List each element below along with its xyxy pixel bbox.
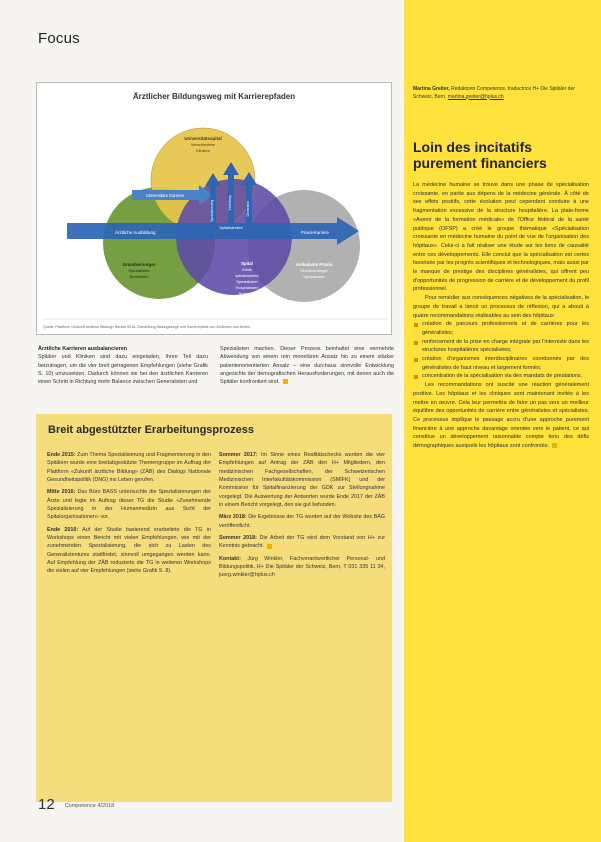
process-col-2: [219, 451, 385, 584]
label-spec-1: Spezialisierung: [210, 199, 214, 223]
label-university-2: Verschiedene: [190, 142, 216, 147]
process-entry: Ende 2015: Zum Thema Spezialisierung und Fragmentierung in den Spitälern wurde eine breitabgestützte Themengruppe im Auftrag der Plattform «Zukunft ärztliche Bildung» (ZÄB) des Dialogs Nationale Gesundheitspolitik (DNG) ins Leben gerufen.: [47, 452, 211, 484]
process-col-1: [47, 451, 211, 580]
recommendation-list: [413, 320, 589, 381]
list-item: concentration de la spécialisation via des mandats de prestations.: [413, 372, 589, 381]
diagram-graphic: [37, 83, 393, 336]
author-credit: [413, 86, 591, 101]
label-practice-2: Grundversorger: [299, 268, 329, 273]
label-hospital-3: spitalbasierte: [235, 273, 259, 278]
label-hospital-6: Ärztinnen: [238, 291, 256, 296]
diagram-caption: Quelle: Plattform «Zukunft ärztliche Bildung» Bericht 2018. Darstellung Bildungswege und Karrierepfade von Ärztinnen und Ärzten.: [43, 325, 251, 329]
label-spec-2: Vertiefung: [228, 195, 232, 211]
list-item: renforcement de la prise en charge intégrale par l'interniste dans les structures hospitalières spécialisées;: [413, 338, 589, 355]
sidebar-paragraph-1: La médecine humaine se trouve dans une phase de spécialisation croissante, en partie aux dépens de la médecine générale. À côté de ses effets positifs, cette évolution peut cependant conduire à une fragmentation excessive de la structure hospitalière. La plate-forme «Avenir de la formation médicale» de l'Office fédéral de la santé publique (OFSP) a créé le groupe thématique «Spécialisation croissante en médecine humaine du point de vue de l'organisation des hôpitaux». Celui-ci a fait réaliser une étude sur les liens de causalité entre ces développements. Elle conclut que la spécialisation est certes favorisée par les progrès scientifiques et technologiques, mais aussi par le manque de prestige des disciplines généralistes, qui offrent peu d'opportunités de progression de carrière et de développement du profil professionnel.: [413, 182, 589, 293]
label-hospital-2: Klinik: [242, 267, 252, 272]
label-practice-3: Spezialisten: [303, 274, 325, 279]
end-mark: [267, 544, 272, 549]
intro-left-column: [38, 345, 208, 391]
sidebar-paragraph-3: Les recommandations ont suscité une réaction généralement positive. Les hôpitaux et les cliniques sont maintenant invités à les mettre en œuvre. Cela leur permettra de faire un pas vers un meilleur équilibre des opportunités de carrière entre généralistes et spécialistes. Ce processus implique le passage accru d'une approche purement financière à une approche davantage orientée vers le patient, ce qui constitue un développement raisonnable compte tenu des défis démographiques auxquels les hôpitaux sont confrontés.: [413, 382, 589, 450]
process-entry: März 2018: Die Ergebnisse der TG wurden auf der Website des BAG veröffentlicht.: [219, 514, 385, 529]
end-mark: [283, 379, 288, 384]
label-university-1: Universitätsspital: [184, 136, 222, 141]
page-footer: [38, 796, 114, 813]
diagram-title: Ärztlicher Bildungsweg mit Karrierepfaden: [132, 92, 296, 101]
intro-heading: Ärztliche Karrieren ausbalancieren: [38, 346, 127, 352]
author-role: Redaktorin Competence, traductrice H+ Die Spitäler der Schweiz, Bern,: [413, 86, 575, 100]
list-item: création de parcours professionnels et de carrières pour les généralistes;: [413, 320, 589, 337]
magazine-name: Competence 4/2018: [64, 802, 115, 809]
list-item: création d'organismes interdisciplinaires coordonnés par des généralistes de haut niveau et largement formés;: [413, 355, 589, 372]
sidebar-body: [413, 181, 589, 451]
label-arrow-practice: Praxis-Karriere: [301, 230, 329, 235]
label-arrow-hospital: Spitalkarriere: [219, 225, 243, 230]
label-arrow-basic: Ärztliche Ausbildung: [115, 230, 156, 235]
sidebar-paragraph-2: Pour remédier aux conséquences négatives de la spécialisation, le groupe de travail a lancé un processus de réflexion, qui a abouti à quatre recommandations réalisables au sein des hôpitaux:: [413, 295, 589, 319]
label-hospital-1: Spital: [241, 261, 253, 266]
career-diagram: [36, 82, 392, 335]
process-entry: Sommer 2017: Im Sinne eines Realitätschecks wurden die vier Empfehlungen auf Antrag der ZÄB den H+ Mitgliedern, den medizinischen Fachgesellschaften, der Schweizerischen Medizinischen Interfakultätskommission (SMIFK) und der Kommission für Spitalfinanzierung der GDK zur Stellungnahme vorgelegt. Die Auswertung der Antworten wurde Ende 2017 der ZÄB in einem Bericht vorgelegt, den sie gut befunden.: [219, 452, 385, 509]
label-hospital-4: Spezialisten: [236, 279, 258, 284]
label-hospital-5: Hospitalisten: [235, 285, 259, 290]
process-entry: Sommer 2018: Die Arbeit der TG wird dem Vorstand von H+ zur Kenntnis gebracht.: [219, 535, 385, 550]
label-arrow-university: Universitäre Karriere: [145, 193, 185, 198]
intro-left-text: Spitäler und Kliniken sind dazu eingeladen, ihren Teil dazu beizutragen, um die vier breit getragenen Empfehlungen (siehe Grafik S. 10) umzusetzen. Dadurch können sie bei den ärztlichen Karrieren einen Schritt in Richtung mehr Balance zwischen Generalisten und: [38, 354, 208, 386]
page-number: 12: [38, 796, 55, 813]
intro-right-text: Spezialisten machen. Dieser Prozess beinhaltet eine vermehrte Abwendung von einem rein monetären Ansatz hin zu einem stärker patientenorientierten Ansatz – eine durchaus sinnvolle Entwicklung angesichts der demografischen Herausforderungen, mit denen auch die Spitäler konfrontiert sind.: [220, 346, 394, 386]
intro-right-column: [220, 345, 394, 391]
label-spec-3: Generalist: [246, 201, 250, 217]
process-entry: Mitte 2016: Das Büro BASS untersuchte die Spezialisierungen der Ärzte und legte im Auftrag dieser TG die Studie «Zunehmende Spezialisierung in der Humanmedizin aus Sicht der Spitalorganisationen» vor.: [47, 489, 211, 521]
sidebar-title: Loin des incitatifs purement financiers: [413, 139, 547, 171]
process-entry: Ende 2016: Auf der Studie basierend erarbeitete die TG in Workshops einen Bericht mit vielen Empfehlungen, wie mit der zunehmenden Spezialisierung, die sich zu Lasten des Generalistentums stattfindet, sinnvoll umgegangen werden kann. Auf Empfehlung der ZÄB reduzierte die TG in weiteren Workshops die vielen auf vier Empfehlungen (siehe Grafik S. 8).: [47, 526, 211, 575]
label-university-3: Kliniken: [195, 148, 211, 153]
process-box: [36, 414, 392, 802]
process-contact: Kontakt: Jürg Winkler, Fachverantwortlicher Personal- und Bildungspolitik, H+ Die Spitäler der Schweiz, Bern, T 031 335 11 34, juerg.winkler@hplus.ch: [219, 555, 385, 579]
author-email-link[interactable]: martina.greiter@hplus.ch: [447, 93, 504, 100]
process-box-title: Breit abgestützter Erarbeitungsprozess: [48, 424, 254, 436]
end-mark: [552, 443, 557, 448]
author-name: Martina Greiter,: [413, 86, 450, 92]
label-green-1: Grundversorger: [122, 262, 156, 267]
label-green-3: Ärzteinnen: [129, 274, 149, 279]
label-green-2: Spezialisten: [128, 268, 150, 273]
section-label: Focus: [38, 30, 80, 47]
label-practice-1: Ambulante Praxis: [295, 262, 333, 267]
